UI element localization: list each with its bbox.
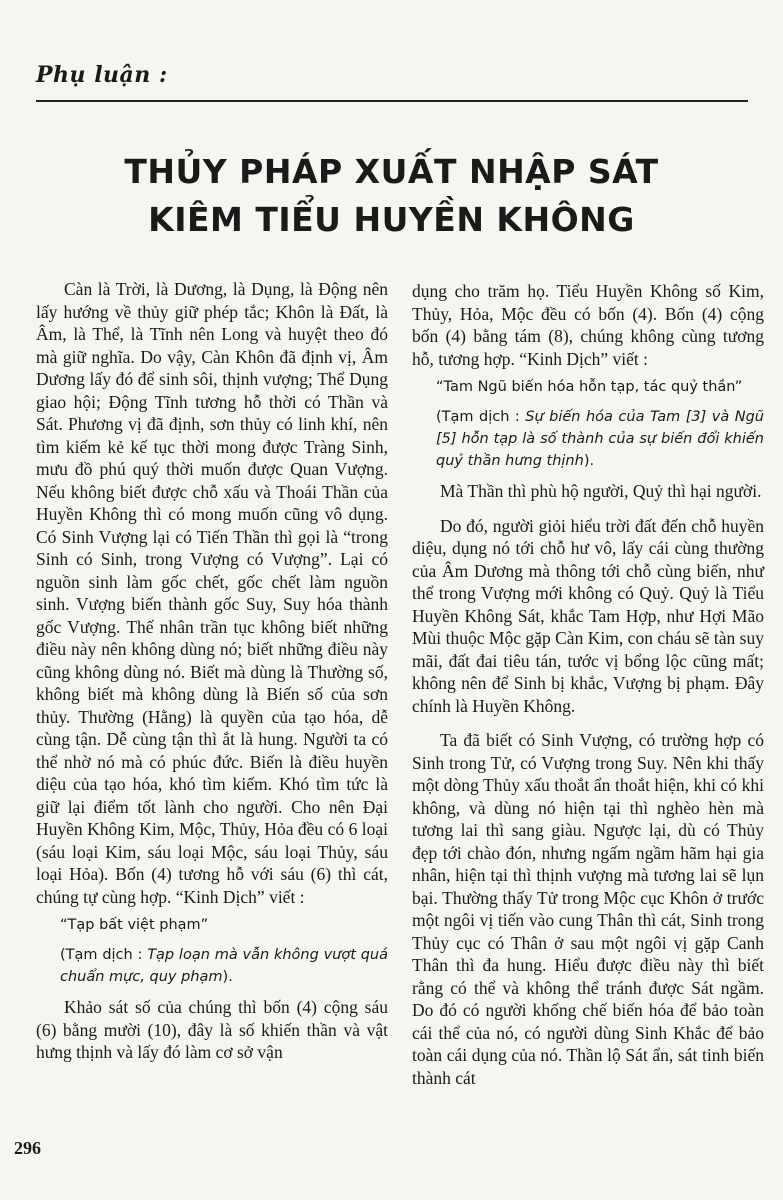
quote: “Tam Ngũ biến hóa hỗn tạp, tác quỷ thần” [436, 379, 743, 395]
quote: “Tạp bất việt phạm” [60, 917, 209, 933]
translation-text: Tạp loạn mà vẫn không vượt quá chuẩn mực, quy phạm [60, 947, 388, 985]
header-rule [36, 100, 748, 102]
paragraph: Ta đã biết có Sinh Vượng, có trường hợp có Sinh trong Tử, có Vượng trong Suy. Nên khi thấy một dòng Thủy xấu thoắt ẩn thoắt hiện, khi có khi không, và dùng nó hiện tại thì nghèo hèn mà tương lai thì sang giàu. Ngược lại, dù có Thủy đẹp tới chào đón, nhưng ngấm ngầm hãm hại gia nhân, hiện tại thì thịnh vượng mà tương lai sẽ lụn bại. Thường thấy Tử trong Mộc cục Khôn ở trước một ngôi vị tiến vào cung Thân thì cát, Sinh trong Thủy cục có Thân ở sau một ngôi vị gặp Canh Thân thì đa hung. Hiểu được điều này thì biết rằng có thể và không thể tránh được Sát ngầm. Do đó có người khống chế biến hóa để bảo toàn cái thể của nó, có người dùng Sinh Khắc để bảo toàn cái dụng của nó. Thần lộ Sát ẩn, sát tinh biến thành cát [412, 730, 764, 1088]
translation-label: (Tạm dịch : [60, 947, 148, 963]
translation-note [60, 944, 388, 988]
translation-end: ). [222, 969, 233, 985]
translation-note [436, 406, 764, 472]
paragraph: dụng cho trăm họ. Tiểu Huyền Không số Kim, Thủy, Hỏa, Mộc đều có bốn (4). Bốn (4) cộng bốn (4) bằng tám (8), chúng không cùng tương hỗ, tương hợp. “Kinh Dịch” viết : [412, 281, 764, 369]
title-line-1: THỦY PHÁP XUẤT NHẬP SÁT [124, 152, 659, 191]
section-label: Phụ luận : [36, 62, 168, 88]
title-line-2: KIÊM TIỂU HUYỀN KHÔNG [148, 200, 635, 239]
paragraph: Mà Thần thì phù hộ người, Quỷ thì hại người. [440, 481, 762, 501]
paragraph: Do đó, người giỏi hiểu trời đất đến chỗ huyền diệu, dụng nó tới chỗ hư vô, lấy cái cùng thường của Âm Dương mà thông tới chỗ cùng biến, như thể trong Vượng mới không có Quỷ. Quỷ là Tiểu Huyền Không Sát, khắc Tam Hợp, như Hợi Mão Mùi thuộc Mộc gặp Càn Kim, con cháu sẽ tàn suy mãi, đất đai tiêu tán, tước vị bổng lộc cũng mất; không nên để Sinh bị khắc, Vượng bị phạm. Đây chính là Huyền Không. [412, 515, 764, 716]
paragraph: Khảo sát số của chúng thì bốn (4) cộng sáu (6) bằng mười (10), đây là số khiến thần và vật hưng thịnh và lấy đó làm cơ sở vận [36, 997, 388, 1062]
right-column [412, 280, 764, 1089]
page-title [60, 148, 723, 244]
paragraph: Càn là Trời, là Dương, là Dụng, là Động nên lấy hướng về thủy giữ phép tắc; Khôn là Đất, là Âm, là Thể, là Tĩnh nên Long và huyệt theo đó mà giữ nghĩa. Do vậy, Càn Khôn đã định vị, Âm Dương lấy đó để sinh sôi, thịnh vượng; Thể Dụng giao hội; Động Tĩnh tương hỗ thời có Thần và Sát. Phương vị đã định, sơn thủy có linh khí, nên tìm kiếm kẻ kế tục thời mong được Tràng Sinh, mưu đồ phú quý thời muốn được Quan Vượng. Nếu không biết được chỗ xấu và Thoái Thần của Huyền Không thì có mong muốn cũng vô dụng. Có Sinh Vượng lại có Tiến Thần thì gọi là “trong Sinh có Sinh, trong Vượng có Vượng”. Lại có nguồn sinh làm gốc chết, gốc chết làm nguồn sinh. Vượng biến thành gốc Suy, Suy hóa thành gốc Vượng. Thế nhân trần tục không biết những điều này nên không dùng nó; biết những điều này cũng không dùng nó. Biết mà dùng là Thường số, không biết mà không dùng là Biến số của sơn thủy. Thường (Hằng) là quyền của tạo hóa, dễ cùng tận. Dễ cùng tận thì ắt là hung. Người ta có thể nhờ nó mà có phúc đức. Biến là điều huyền diệu của tạo hóa, khó tìm kiếm. Khó tìm tức là giữ lại điểm tốt lành cho người. Cho nên Đại Huyền Không Kim, Mộc, Thủy, Hỏa đều có 6 loại (sáu loại Kim, sáu loại Mộc, sáu loại Thủy, sáu loại Hỏa). Bốn (4) tương hỗ với sáu (6) thì cát, chúng tự cùng hợp. “Kinh Dịch” viết : [36, 279, 388, 907]
translation-text: Sự biến hóa của Tam [3] và Ngũ [5] hỗn tạp là số thành của sự biến đổi khiến quỷ thần hưng thịnh [436, 409, 764, 469]
page-number: 296 [14, 1138, 41, 1158]
left-column [36, 278, 388, 1064]
translation-label: (Tạm dịch : [436, 409, 526, 425]
translation-end: ). [583, 453, 595, 469]
